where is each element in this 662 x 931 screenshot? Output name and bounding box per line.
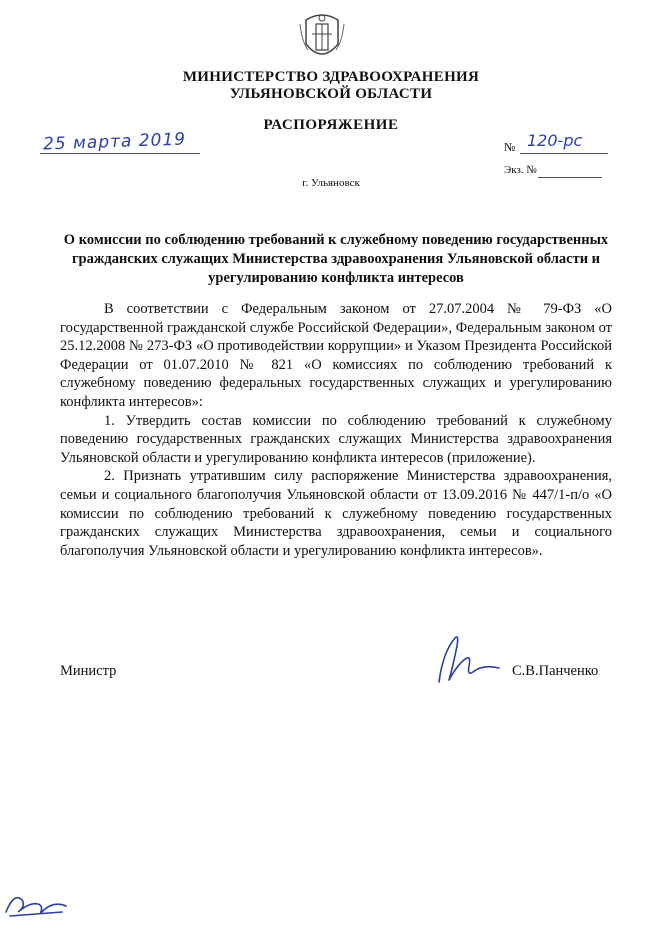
document-body	[60, 300, 612, 560]
handwritten-date: 25 марта 2019	[42, 129, 187, 155]
number-underline	[520, 153, 608, 154]
ministry-line-1: МИНИСТЕРСТВО ЗДРАВООХРАНЕНИЯ	[182, 69, 480, 85]
signatory-name: С.В.Панченко	[512, 663, 599, 679]
number-label: №	[504, 140, 516, 154]
city: г. Ульяновск	[302, 177, 360, 189]
ministry-name	[0, 69, 662, 103]
item-1-paragraph: 1. Утвердить состав комиссии по соблюдению требований к служебному поведению государственных гражданских служащих Министерства здравоохранения Ульяновской области и урегулированию конфликта интересов (приложение).	[60, 412, 612, 466]
coat-of-arms-icon	[298, 10, 346, 66]
item-2-paragraph: 2. Признать утратившим силу распоряжение Министерства здравоохранения, семьи и социального благополучия Ульяновской области от 13.09.2016 № 447/1-п/о «О комиссии по соблюдению требований к служебному поведению государственных гражданских служащих Министерства здравоохранения, семьи и социального благополучия Ульяновской области и урегулированию конфликта интересов».	[60, 468, 612, 559]
document-type: РАСПОРЯЖЕНИЕ	[263, 117, 399, 133]
signature-icon	[425, 632, 505, 688]
document-title: О комиссии по соблюдению требований к служебному поведению государственных гражданских служащих Министерства здравоохранения Ульяновской области и урегулированию конфликта интересов	[63, 232, 609, 286]
ministry-line-2: УЛЬЯНОВСКОЙ ОБЛАСТИ	[229, 86, 433, 102]
date-underline	[40, 153, 200, 154]
signatory-position: Министр	[60, 663, 117, 679]
handwritten-number: 120-рс	[527, 131, 583, 150]
preamble-paragraph: В соответствии с Федеральным законом от 27.07.2004 № 79-ФЗ «О государственной гражданской службе Российской Федерации», Федеральным законом от 25.12.2008 № 273-ФЗ «О противодействии коррупции» и Указом Президента Российской Федерации от 01.07.2010 № 821 «О комиссиях по соблюдению требований к служебному поведению федеральных государственных служащих и урегулированию конфликта интересов»:	[60, 301, 612, 410]
copy-number-label: Экз. №	[504, 164, 537, 176]
handwritten-initials-icon	[2, 882, 72, 922]
